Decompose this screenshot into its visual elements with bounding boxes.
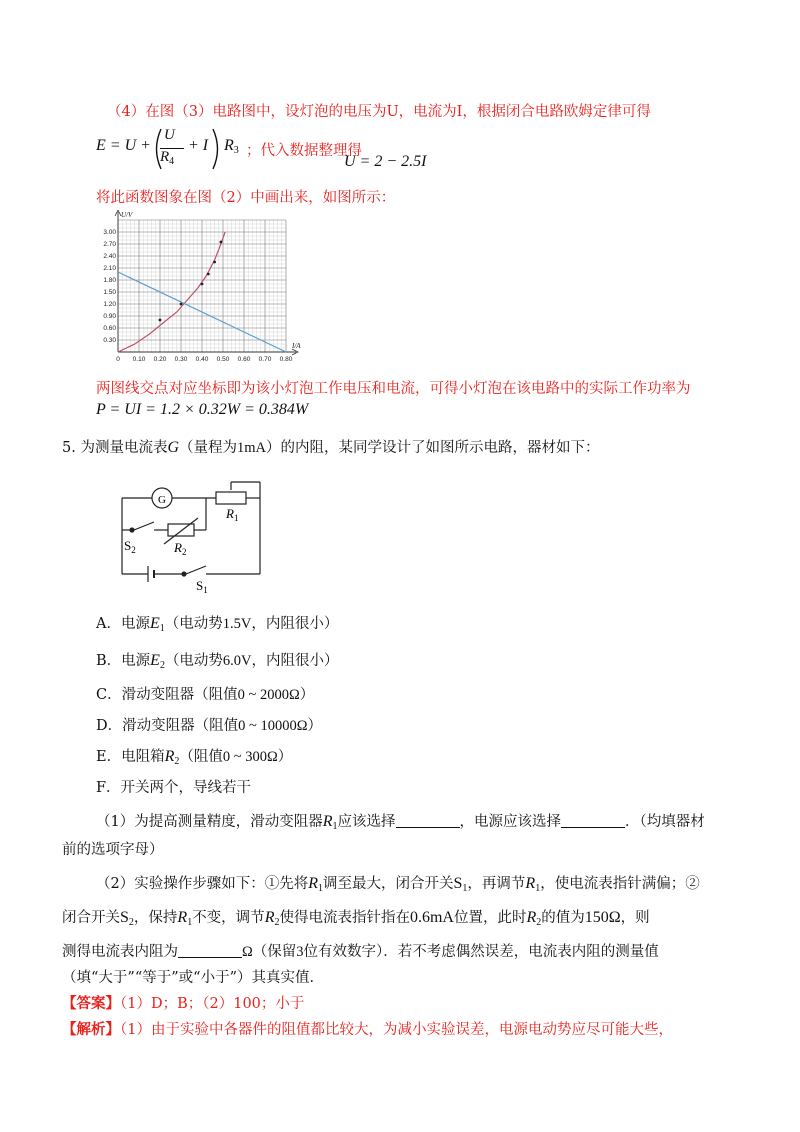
sub2-r2b-symbol: R [526,909,537,926]
sub1-line1 [96,810,705,832]
conclusion-text: 两图线交点对应坐标即为该小灯泡工作电压和电流，可得小灯泡在该电路中的实际工作功率为 [96,381,691,397]
resistance-box-r2-icon [168,524,194,536]
option-symbol: R [164,748,175,765]
sub1-text-b: 应该选择 [337,814,396,830]
x-tick-label: 0.40 [195,356,209,363]
sub2-s1-symbol: S [453,875,463,892]
data-point [220,241,223,244]
sub2-l2-i: ，则 [620,910,650,926]
circuit-label-r2: $R_2$ [174,540,187,557]
sub2-l1-a: （2）实验操作步骤如下：①先将 [96,876,309,892]
y-tick-label: 3.00 [103,229,116,236]
sub2-l2-g: 的值为 [541,910,585,926]
sub2-r2-sub: 2 [274,917,280,928]
circuit-label-s1: $S_1$ [196,578,208,595]
rheostat-r1-icon [216,492,246,504]
y-tick-label: 1.50 [103,289,116,296]
sub2-l3-b: Ω（保留3位有效数字）．若不考虑偶然误差，电流表内阻的测量值 [242,944,659,960]
draw-note: 将此函数图象在图（2）中画出来，如图所示： [96,190,396,206]
sub2-r2b-sub: 2 [536,917,542,928]
sub1-text-c: ，电源应该选择 [459,814,562,830]
answer-blank-source[interactable] [561,813,625,828]
analysis-tag: 【解析】 [62,1021,120,1038]
x-tick-label: 0.10 [132,356,146,363]
circuit-label-r1: $R_1$ [226,506,239,523]
sub2-l2-b: ，保持 [133,910,178,926]
option-symbol-sub: 2 [159,660,165,671]
answer-text: （1）D；B；（2）100；小于 [120,996,305,1012]
sub2-l1-d: ，使电流表指针满偏；② [540,876,700,892]
option-detail: 0 ~ 2000Ω） [237,687,315,703]
y-tick-label: 2.10 [103,265,116,272]
q5-stem-g: G [167,439,180,456]
iv-chart [94,210,310,365]
option-detail: 0 ~ 10000Ω） [238,718,322,734]
option-symbol: E [150,652,160,669]
sub2-r1b-sub: 1 [535,883,541,894]
circuit-diagram [110,478,280,596]
formula-note: ；代入数据整理得 [246,143,362,159]
option-text: D．滑动变阻器（阻值 [96,718,239,734]
x-tick-label: 0.20 [153,356,167,363]
option-symbol-sub: 2 [174,756,180,767]
sub1-text-d: ．（均填器材 [625,814,705,830]
x-axis-label: I/A [292,342,301,350]
y-tick-label: 2.40 [103,253,116,260]
option-symbol: E [149,615,160,632]
formula-r3: $R_3$ [224,137,239,156]
sub2-l2-a: 闭合开关 [62,910,120,926]
x-tick-label: 0.30 [174,356,188,363]
option-detail: （电动势1.5V，内阻很小） [164,616,339,632]
x-tick-label: 0.50 [216,356,230,363]
y-tick-label: 2.70 [103,241,116,248]
option-b [96,649,339,671]
y-tick-label: 1.80 [103,277,116,284]
sub2-l2-resistance: 150Ω [584,909,621,926]
sub2-l1-b: 调至最大，闭合开关 [323,876,454,892]
y-tick-label: 0.60 [103,325,116,332]
y-tick-label: 1.20 [103,301,116,308]
sub1-r-sub: 1 [332,821,338,832]
part4-intro: （4）在图（3）电路图中，设灯泡的电压为U，电流为I，根据闭合电路欧姆定律可得 [107,104,651,120]
formula-plus-i: + I [188,137,209,154]
y-tick-label: 0.30 [103,337,116,344]
answer-blank-resistance[interactable] [178,943,242,958]
q5-stem-a: 为测量电流表 [80,440,168,456]
sub2-l2-current: 0.6mA [409,909,454,926]
option-c [96,683,314,704]
formula-frac-num: U [164,127,175,143]
q5-stem-range: 1mA [237,440,267,456]
formula-frac-den: $R_4$ [160,149,175,167]
power-result: P = UI = 1.2 × 0.32W = 0.384W [96,401,309,418]
sub2-line2 [62,906,650,928]
right-paren-icon [210,127,224,171]
option-detail: （阻值0 ~ 300Ω） [179,749,293,765]
sub2-line3 [62,940,659,961]
sub2-r1-sub: 1 [318,883,324,894]
option-symbol-sub: 1 [159,623,165,634]
q5-number: 5. [62,440,76,456]
circuit-label-s2: $S_2$ [124,538,136,555]
option-detail: （电动势6.0V，内阻很小） [164,653,339,669]
sub2-l2-f: 位置，此时 [453,910,527,926]
q5-stem-b: （量程为 [179,440,238,456]
data-point [201,283,204,286]
x-tick-label: 0.70 [258,356,272,363]
switch-s1-icon [186,566,206,574]
option-d [96,714,322,735]
x-tick-label: 0.60 [237,356,251,363]
data-point [213,261,216,264]
data-point [180,303,183,306]
sub2-r1b-symbol: R [525,875,536,892]
formula-result: U = 2 − 2.5I [344,153,427,170]
option-text: B．电源 [96,653,151,669]
option-a [96,612,338,634]
analysis-text: （1）由于实验中各器件的阻值都比较大，为减小实验误差，电源电动势应尽可能大些， [120,1022,673,1038]
option-text: E．电阻箱 [96,749,165,765]
sub2-r1c-symbol: R [177,909,188,926]
answer-tag: 【答案】 [62,995,120,1012]
sub2-l1-c: ，再调节 [467,876,526,892]
sub2-l2-d: 使得电流表指针指在 [279,910,410,926]
option-e [96,745,292,767]
answer-line [62,992,304,1013]
x-tick-label: 0 [116,356,120,363]
data-point [207,273,210,276]
sub2-l2-c: 不变，调节 [192,910,265,926]
data-point [159,319,162,322]
y-tick-label: 0.90 [103,313,116,320]
sub1-r-symbol: R [322,813,333,830]
sub2-line4: （填“大于”“等于”或“小于”）其真实值． [62,970,324,986]
option-text: A．电源 [96,616,150,632]
sub2-s1-sub: 1 [462,883,468,894]
q5-stem-c: ）的内阻，某同学设计了如图所示电路，器材如下： [266,440,600,456]
sub2-l3-a: 测得电流表内阻为 [62,944,178,960]
x-tick-label: 0.80 [279,356,293,363]
sub2-r2-symbol: R [264,909,275,926]
option-text: C．滑动变阻器（阻值 [96,687,238,703]
option-text: F．开关两个，导线若干 [96,780,252,796]
analysis-line [62,1018,673,1039]
y-axis-label: U/V [121,211,133,219]
sub2-s2-sub: 2 [128,917,134,928]
sub2-r1c-sub: 1 [187,917,193,928]
formula-e-term: E = U + [96,137,151,154]
sub2-r1-symbol: R [308,875,319,892]
option-f [96,776,251,797]
sub2-line1 [96,872,700,894]
circuit-label-g: G [158,494,166,506]
sub2-s2-symbol: S [120,909,129,926]
answer-blank-rheostat[interactable] [396,813,460,828]
sub1-text-a: （1）为提高测量精度，滑动变阻器 [96,814,323,830]
switch-s2-icon [134,522,154,530]
sub1-line2: 前的选项字母） [62,842,164,858]
q5-stem [62,436,600,457]
